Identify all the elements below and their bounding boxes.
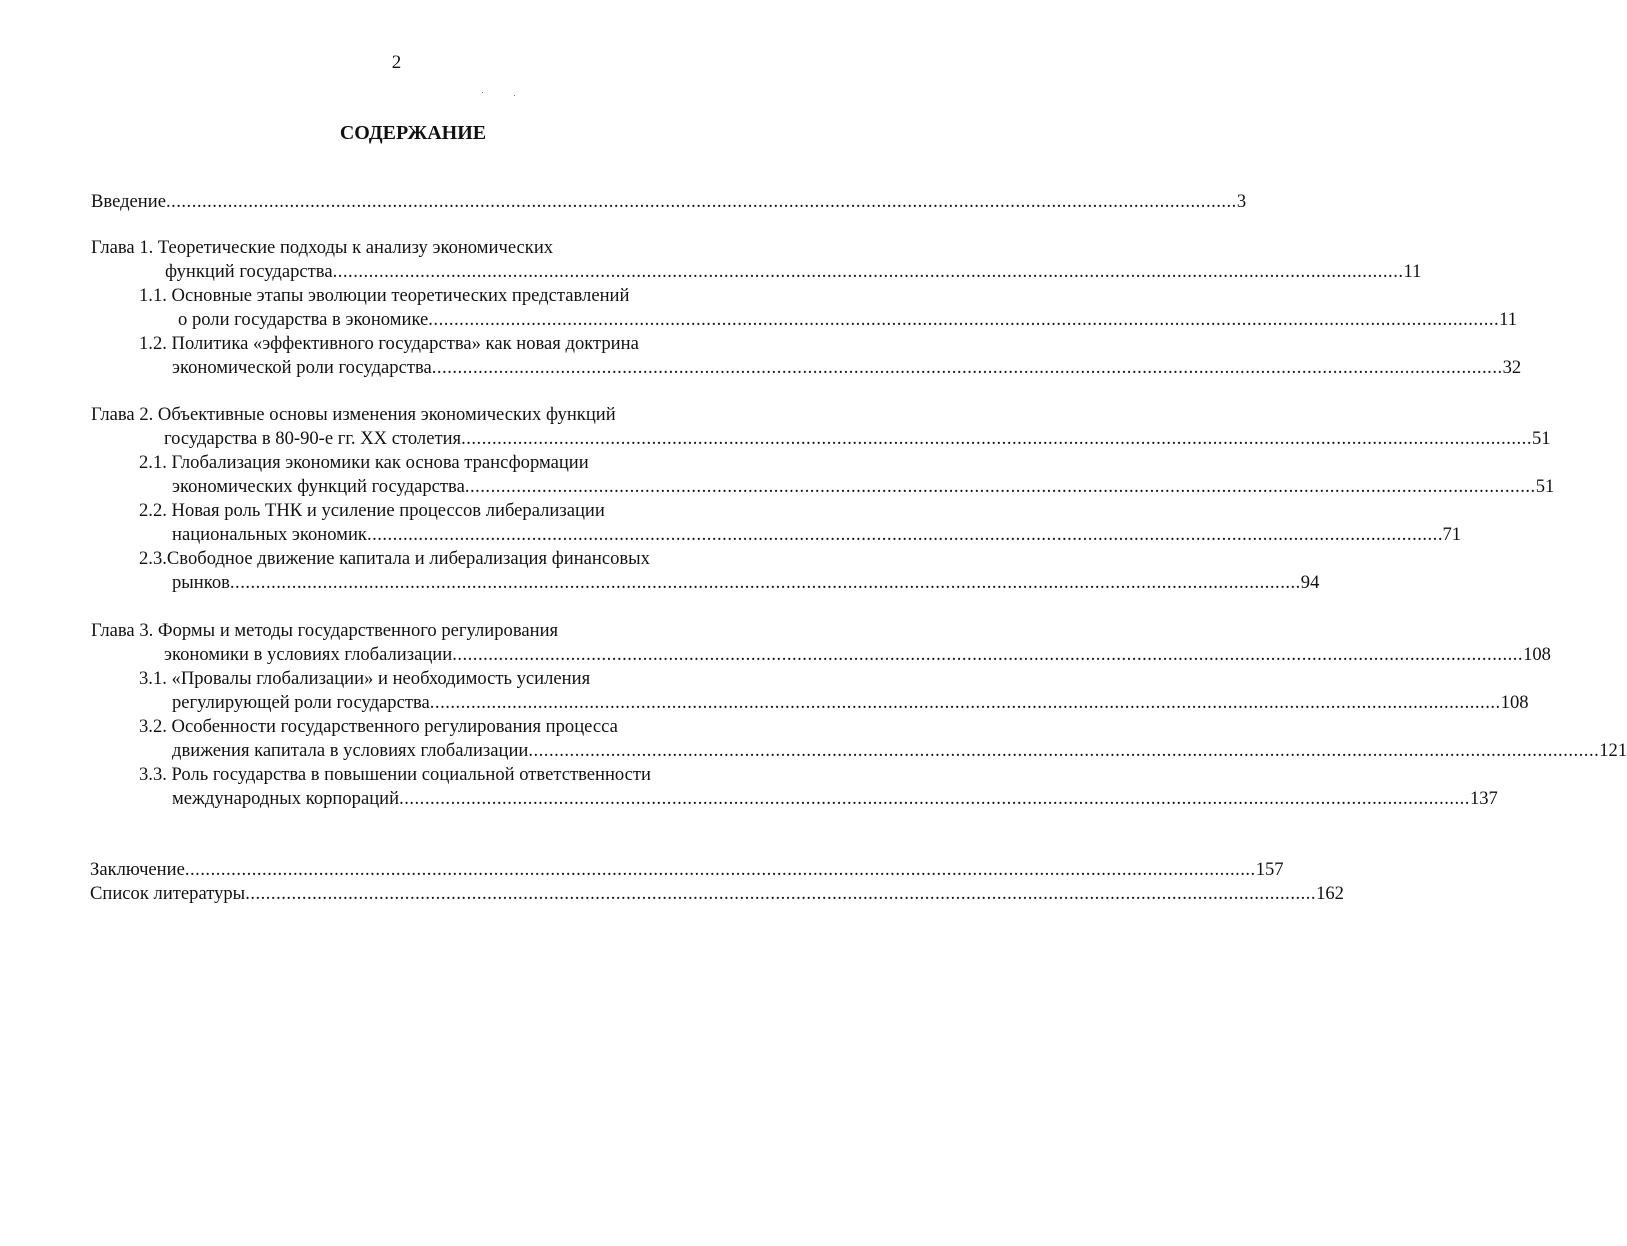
- toc-page-number: 51: [1535, 476, 1555, 497]
- toc-entry-text: международных корпораций: [172, 788, 400, 809]
- toc-leader-dots: ................................................................................................................................................................................................................: [184, 859, 1256, 880]
- toc-section-2-3-title: 2.3.Свободное движение капитала и либерализация финансовых: [139, 548, 650, 569]
- toc-section-2-1-title: 2.1. Глобализация экономики как основа трансформации: [139, 452, 589, 473]
- toc-entry-text: государства в 80-90-е гг. XX столетия: [164, 428, 462, 449]
- toc-entry-text: Заключение: [90, 859, 185, 880]
- toc-page-number: 157: [1255, 859, 1284, 880]
- toc-leader-dots: ................................................................................................................................................................................................................: [332, 261, 1404, 282]
- toc-entry-section-3-3[interactable]: [172, 788, 1498, 810]
- toc-page-number: 162: [1316, 883, 1344, 904]
- toc-page-number: 51: [1531, 428, 1551, 449]
- toc-page-number: .71: [1437, 524, 1462, 545]
- toc-entry-chapter-2[interactable]: [164, 428, 1551, 450]
- toc-section-3-3-title: 3.3. Роль государства в повышении социальной ответственности: [139, 764, 651, 785]
- toc-entry-chapter-3[interactable]: [164, 644, 1551, 666]
- toc-chapter-1-title: Глава 1. Теоретические подходы к анализу экономических: [91, 237, 554, 258]
- toc-entry-section-3-2[interactable]: [172, 740, 1627, 762]
- toc-leader-dots: ................................................................................................................................................................................................................: [229, 572, 1301, 593]
- toc-leader-dots: ................................................................................................................................................................................................................: [399, 788, 1470, 809]
- toc-page-number: 3: [1236, 191, 1247, 212]
- toc-page-number: 11: [1403, 261, 1422, 282]
- toc-entry-section-2-2[interactable]: [172, 524, 1462, 546]
- toc-entry-section-1-2[interactable]: [172, 357, 1522, 379]
- toc-page-number: 108: [1500, 692, 1529, 713]
- toc-entry-section-3-1[interactable]: [172, 692, 1529, 714]
- toc-entry-section-2-3[interactable]: [172, 572, 1320, 594]
- toc-section-3-1-title: 3.1. «Провалы глобализации» и необходимость усиления: [139, 668, 591, 689]
- toc-page-number: 11: [1499, 309, 1518, 330]
- toc-leader-dots: ................................................................................................................................................................................................................: [464, 476, 1536, 497]
- toc-entry-chapter-1[interactable]: [165, 261, 1422, 283]
- toc-section-3-2-title: 3.2. Особенности государственного регулирования процесса: [139, 716, 618, 737]
- toc-leader-dots: ................................................................................................................................................................................................................: [366, 524, 1438, 545]
- toc-section-2-2-title: 2.2. Новая роль ТНК и усиление процессов либерализации: [139, 500, 605, 521]
- page-title: СОДЕРЖАНИЕ: [339, 122, 487, 144]
- toc-entry-text: Введение: [91, 191, 166, 212]
- toc-page-number: 32: [1502, 357, 1522, 378]
- toc-entry-text: экономики в условиях глобализации: [164, 644, 453, 665]
- toc-entry-text: регулирующей роли государства: [172, 692, 430, 713]
- toc-entry-intro[interactable]: [91, 191, 1247, 213]
- toc-chapter-3-title: Глава 3. Формы и методы государственного регулирования: [91, 620, 559, 641]
- toc-leader-dots: ................................................................................................................................................................................................................: [165, 191, 1237, 212]
- toc-entry-section-1-1[interactable]: [178, 309, 1518, 331]
- toc-page-number: 94: [1300, 572, 1320, 593]
- toc-entry-text: национальных экономик: [172, 524, 367, 545]
- toc-entry-text: экономических функций государства: [172, 476, 465, 497]
- toc-leader-dots: ................................................................................................................................................................................................................: [428, 309, 1500, 330]
- toc-section-1-1-title: 1.1. Основные этапы эволюции теоретических представлений: [139, 285, 630, 306]
- toc-leader-dots: ................................................................................................................................................................................................................: [431, 357, 1503, 378]
- toc-entry-text: движения капитала в условиях глобализации: [172, 740, 529, 761]
- toc-page-number: 121: [1599, 740, 1627, 761]
- toc-entry-section-2-1[interactable]: [172, 476, 1555, 498]
- toc-section-1-2-title: 1.2. Политика «эффективного государства» как новая доктрина: [139, 333, 639, 354]
- toc-entry-text: о роли государства в экономике: [178, 309, 429, 330]
- toc-leader-dots: ................................................................................................................................................................................................................: [429, 692, 1501, 713]
- toc-leader-dots: ................................................................................................................................................................................................................: [528, 740, 1600, 761]
- toc-page-number: 108: [1523, 644, 1551, 665]
- toc-chapter-2-title: Глава 2. Объективные основы изменения экономических функций: [91, 404, 616, 425]
- toc-entry-conclusion[interactable]: [90, 859, 1284, 881]
- page-number: 2: [391, 52, 402, 73]
- toc-entry-references[interactable]: [90, 883, 1344, 905]
- toc-entry-text: функций государства: [165, 261, 333, 282]
- toc-leader-dots: ................................................................................................................................................................................................................: [245, 883, 1317, 904]
- toc-leader-dots: ................................................................................................................................................................................................................: [452, 644, 1524, 665]
- toc-entry-text: Список литературы: [90, 883, 246, 904]
- toc-entry-text: экономической роли государства: [172, 357, 432, 378]
- scan-specks: [480, 88, 520, 98]
- toc-leader-dots: ................................................................................................................................................................................................................: [461, 428, 1532, 449]
- toc-entry-text: рынков: [172, 572, 230, 593]
- toc-page-number: 137: [1469, 788, 1498, 809]
